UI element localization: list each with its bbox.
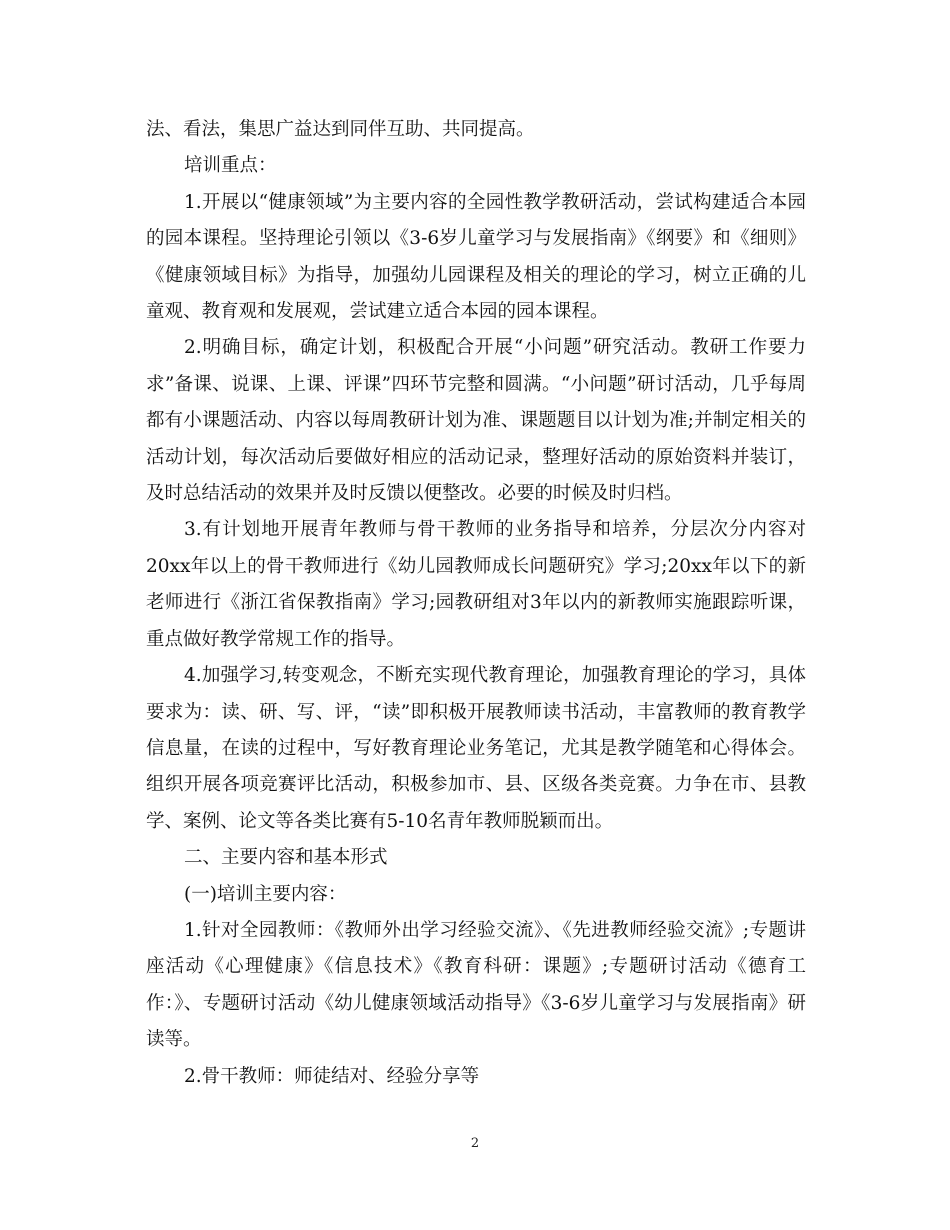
document-body — [146, 112, 806, 1095]
paragraph: 1.开展以“健康领域”为主要内容的全园性教学教研活动，尝试构建适合本园的园本课程。坚持理论引领以《3-6岁儿童学习与发展指南》《纲要》和《细则》《健康领域目标》为指导，加强幼儿园课程及相关的理论的学习，树立正确的儿童观、教育观和发展观，尝试建立适合本园的园本课程。 — [146, 191, 806, 323]
paragraph: 2.明确目标，确定计划，积极配合开展“小问题”研究活动。教研工作要力求”备课、说课、上课、评课”四环节完整和圆满。“小问题”研讨活动，几乎每周都有小课题活动、内容以每周教研计划为准、课题题目以计划为准;并制定相关的活动计划，每次活动后要做好相应的活动记录，整理好活动的原始资料并装订，及时总结活动的效果并及时反馈以便整改。必要的时候及时归档。 — [146, 337, 806, 505]
section-heading: 二、主要内容和基本形式 — [184, 847, 388, 869]
paragraph: 2.骨干教师：师徒结对、经验分享等 — [184, 1065, 480, 1087]
page-number: 2 — [470, 1136, 480, 1151]
paragraph: 3.有计划地开展青年教师与骨干教师的业务指导和培养，分层次分内容对20xx年以上的骨干教师进行《幼儿园教师成长问题研究》学习;20xx年以下的新老师进行《浙江省保教指南》学习;园教研组对3年以内的新教师实施跟踪听课，重点做好教学常规工作的指导。 — [146, 519, 806, 650]
subsection-heading: (一)培训主要内容： — [184, 883, 347, 905]
paragraph: 法、看法，集思广益达到同伴互助、共同提高。 — [146, 119, 535, 140]
section-heading: 培训重点： — [184, 155, 277, 177]
paragraph: 4.加强学习,转变观念，不断充实现代教育理论，加强教育理论的学习，具体要求为：读、研、写、评，“读”即积极开展教师读书活动，丰富教师的教育教学信息量，在读的过程中，写好教育理论业务笔记，尤其是教学随笔和心得体会。组织开展各项竞赛评比活动，积极参加市、县、区级各类竞赛。力争在市、县教学、案例、论文等各类比赛有5-10名青年教师脱颖而出。 — [146, 665, 806, 832]
paragraph: 1.针对全园教师：《教师外出学习经验交流》、《先进教师经验交流》;专题讲座活动《心理健康》《信息技术》《教育科研：课题》;专题研讨活动《德育工作：》、专题研讨活动《幼儿健康领域活动指导》《3-6岁儿童学习与发展指南》研读等。 — [146, 919, 806, 1051]
